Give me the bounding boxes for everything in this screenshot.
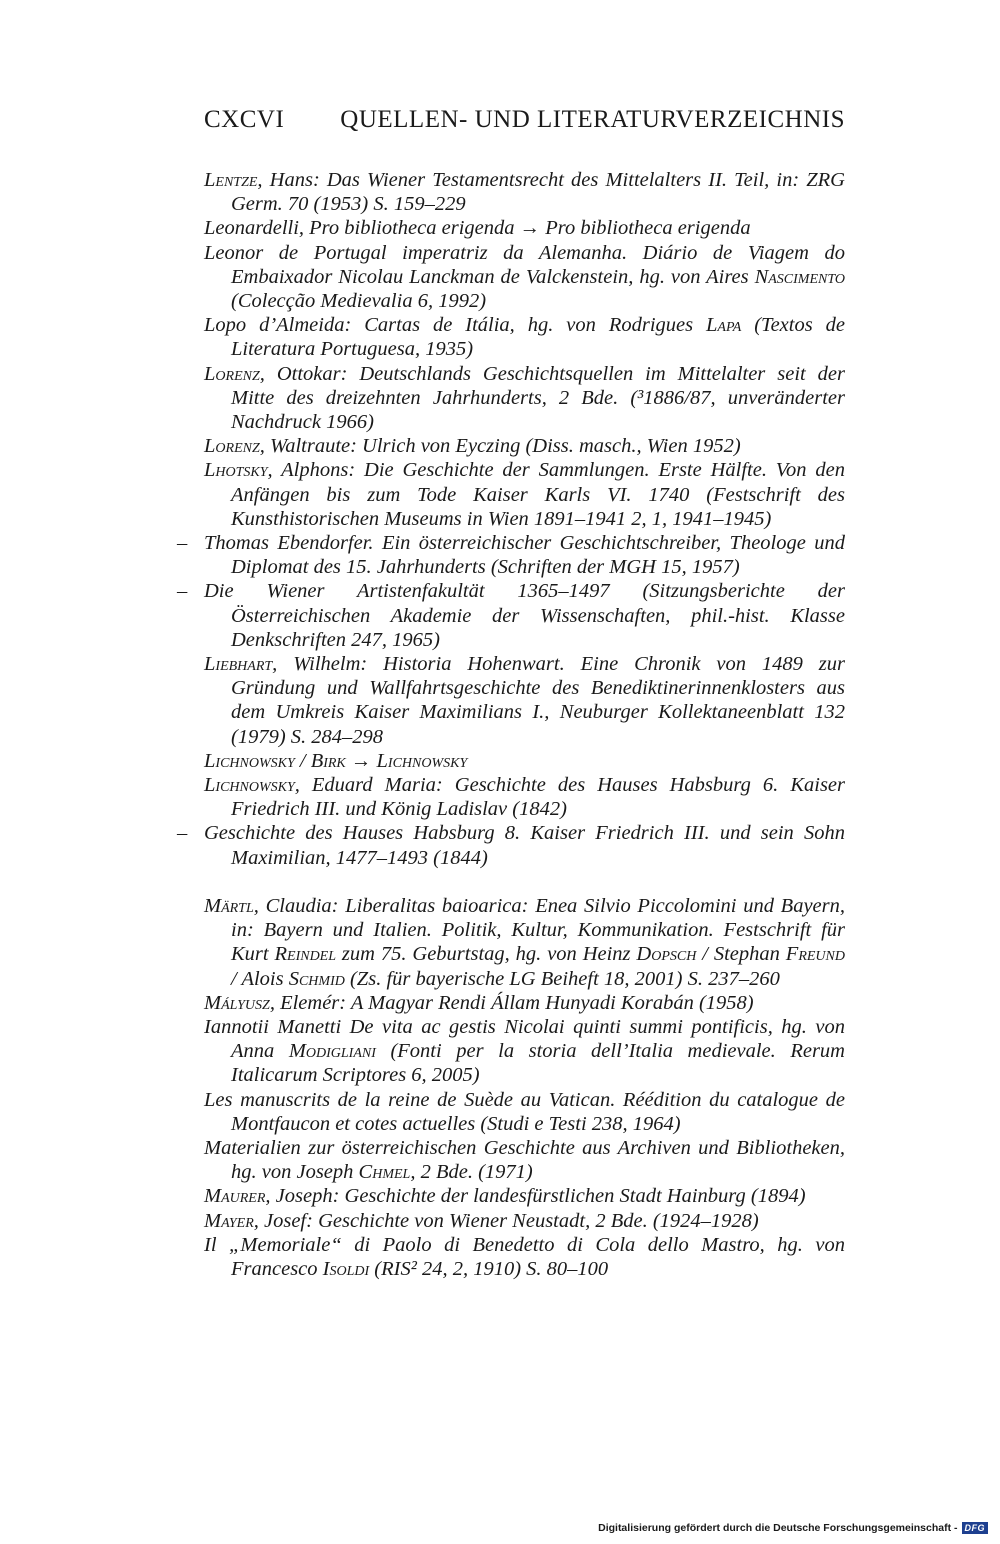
bibliography-list [177,168,845,1281]
entry-author: Maurer [204,1185,266,1208]
bibliography-entry [204,1136,845,1184]
entry-text: Leonardelli, Pro bibliotheca erigenda → Pro bibliotheca erigenda [204,217,751,240]
bibliography-entry [204,1015,845,1088]
entry-text: Thomas Ebendorfer. Ein österreichischer Geschichtschreiber, Theologe und Diplomat des 15. Jahrhunderts (Schriften der MGH 15, 1957) [204,532,845,579]
bibliography-entry [204,652,845,749]
bibliography-entry [204,168,845,216]
entry-text: , Hans: Das Wiener Testamentsrecht des Mittelalters II. Teil, in: ZRG Germ. 70 (1953) S. 159–229 [231,169,845,216]
entry-text: , Wilhelm: Historia Hohenwart. Eine Chronik von 1489 zur Gründung und Wallfahrtsgeschichte des Benediktinerinnenklosters aus dem Umkreis Kaiser Maximilians I., Neuburger Kollektaneenblatt 132 (1979) S. 284–298 [231,653,845,748]
entry-text: Iannotii Manetti De vita ac gestis Nicolai quinti summi pontificis, hg. von Anna [204,1015,845,1063]
entry-text: zum 75. Geburtstag, hg. von Heinz [336,943,637,966]
entry-text: Geschichte des Hauses Habsburg 8. Kaiser Friedrich III. und sein Sohn Maximilian, 1477–1493 (1844) [204,822,845,869]
bibliography-entry [204,991,845,1015]
entry-name: Lichnowsky [376,749,468,772]
running-title: QUELLEN- UND LITERATURVERZEICHNIS [340,106,845,133]
entry-text: Materialien zur österreichischen Geschichte aus Archiven und Bibliotheken, hg. von Joseph [204,1136,845,1184]
entry-name: Reindel [274,943,337,966]
entry-text: , Eduard Maria: Geschichte des Hauses Habsburg 6. Kaiser Friedrich III. und König Ladislav (1842) [231,774,845,821]
entry-author: Mayer [204,1209,254,1232]
dfg-logo: DFG [962,1522,989,1534]
entry-author: Lhotsky [204,459,268,482]
entry-name: Lapa [706,314,742,337]
entry-name: Schmid [288,967,345,990]
entry-text: (RIS² 24, 2, 1910) S. 80–100 [369,1257,609,1280]
bibliography-entry [204,749,845,773]
entry-name: Modigliani [288,1040,376,1063]
entry-text: / Alois [231,967,289,990]
entry-text: Il „Memoriale“ di Paolo di Benedetto di Cola dello Mastro, hg. von Francesco [204,1233,845,1280]
entry-text: , Ottokar: Deutschlands Geschichtsquellen im Mittelalter seit der Mitte des dreizehnten Jahrhunderts, 2 Bde. (³1886/87, unveränderter Nachdruck 1966) [231,362,845,434]
entry-text: → [345,749,377,772]
entry-text: (Colecção Medievalia 6, 1992) [231,290,487,313]
page-header [204,106,845,134]
entry-text: , Waltraute: Ulrich von Eyczing (Diss. masch., Wien 1952) [259,435,741,458]
entry-name: Dopsch [636,943,697,966]
footer [598,1522,988,1534]
page-number: CXCVI [204,106,285,133]
bibliography-entry [204,458,845,531]
section-gap [204,870,845,894]
entry-author: Lentze [204,169,258,191]
bibliography-entry [177,821,845,869]
bibliography-entry [204,313,845,361]
entry-text: (Fonti per la storia dell’Italia medievale. Rerum Italicarum Scriptores 6, 2005) [231,1040,845,1087]
entry-text: Les manuscrits de la reine de Suède au Vatican. Réédition du catalogue de Montfaucon et cotes actuelles (Studi e Testi 238, 1964) [204,1088,845,1135]
entry-text: Die Wiener Artistenfakultät 1365–1497 (Sitzungsberichte der Österreichischen Akademie der Wissenschaften, phil.-hist. Klasse Denkschriften 247, 1965) [204,580,845,651]
bibliography-entry [204,894,845,991]
entry-dash: – [177,580,188,603]
bibliography-entry [204,1088,845,1136]
entry-text: / Stephan [696,943,786,966]
entry-author: Märtl [204,894,254,917]
entry-author: Liebhart [204,653,273,676]
entry-text: , Joseph: Geschichte der landesfürstlichen Stadt Hainburg (1894) [265,1185,806,1208]
entry-name: Nascimento [754,265,845,288]
entry-text: , Elemér: A Magyar Rendi Állam Hunyadi Korabán (1958) [269,991,754,1014]
entry-name: Chmel [358,1161,411,1184]
bibliography-entry [204,1184,845,1208]
entry-author: Mályusz [204,991,270,1014]
bibliography-entry [204,1209,845,1233]
entry-text: (Zs. für bayerische LG Beiheft 18, 2001) S. 237–260 [344,967,780,990]
footer-text: Digitalisierung gefördert durch die Deutsche Forschungsgemeinschaft - [598,1522,958,1534]
entry-text: Leonor de Portugal imperatriz da Alemanha. Diário de Viagem do Embaixador Nicolau Lanckman de Valckenstein, hg. von Aires [204,241,845,288]
entry-name: Freund [785,943,845,966]
bibliography-entry [177,531,845,579]
entry-text: Lopo d’Almeida: Cartas de Itália, hg. von Rodrigues [204,314,707,337]
entry-dash: – [177,532,188,555]
entry-author: Lichnowsky / Birk [204,749,346,772]
bibliography-entry [204,241,845,314]
entry-dash: – [177,822,188,845]
entry-text: , Claudia: Liberalitas baioarica: Enea Silvio Piccolomini und Bayern, in: Bayern und Italien. Politik, Kultur, Kommunikation. Festschrift für Kurt [231,894,845,966]
bibliography-entry [204,773,845,821]
bibliography-entry [204,362,845,435]
entry-text: , Alphons: Die Geschichte der Sammlungen. Erste Hälfte. Von den Anfängen bis zum Tode Kaiser Karls VI. 1740 (Festschrift des Kunsthistorischen Museums in Wien 1891–1941 2, 1, 1941–1945) [231,459,845,530]
entry-text: , Josef: Geschichte von Wiener Neustadt, 2 Bde. (1924–1928) [253,1209,759,1232]
bibliography-entry [204,434,845,458]
bibliography-entry [204,1233,845,1281]
entry-author: Lorenz [204,362,260,385]
entry-name: Isoldi [322,1257,370,1280]
entry-author: Lorenz [204,435,260,458]
bibliography-entry [204,216,845,240]
entry-text: , 2 Bde. (1971) [410,1161,533,1184]
entry-text: (Textos de Literatura Portuguesa, 1935) [231,314,845,361]
entry-author: Lichnowsky [204,774,295,797]
bibliography-entry [177,579,845,652]
